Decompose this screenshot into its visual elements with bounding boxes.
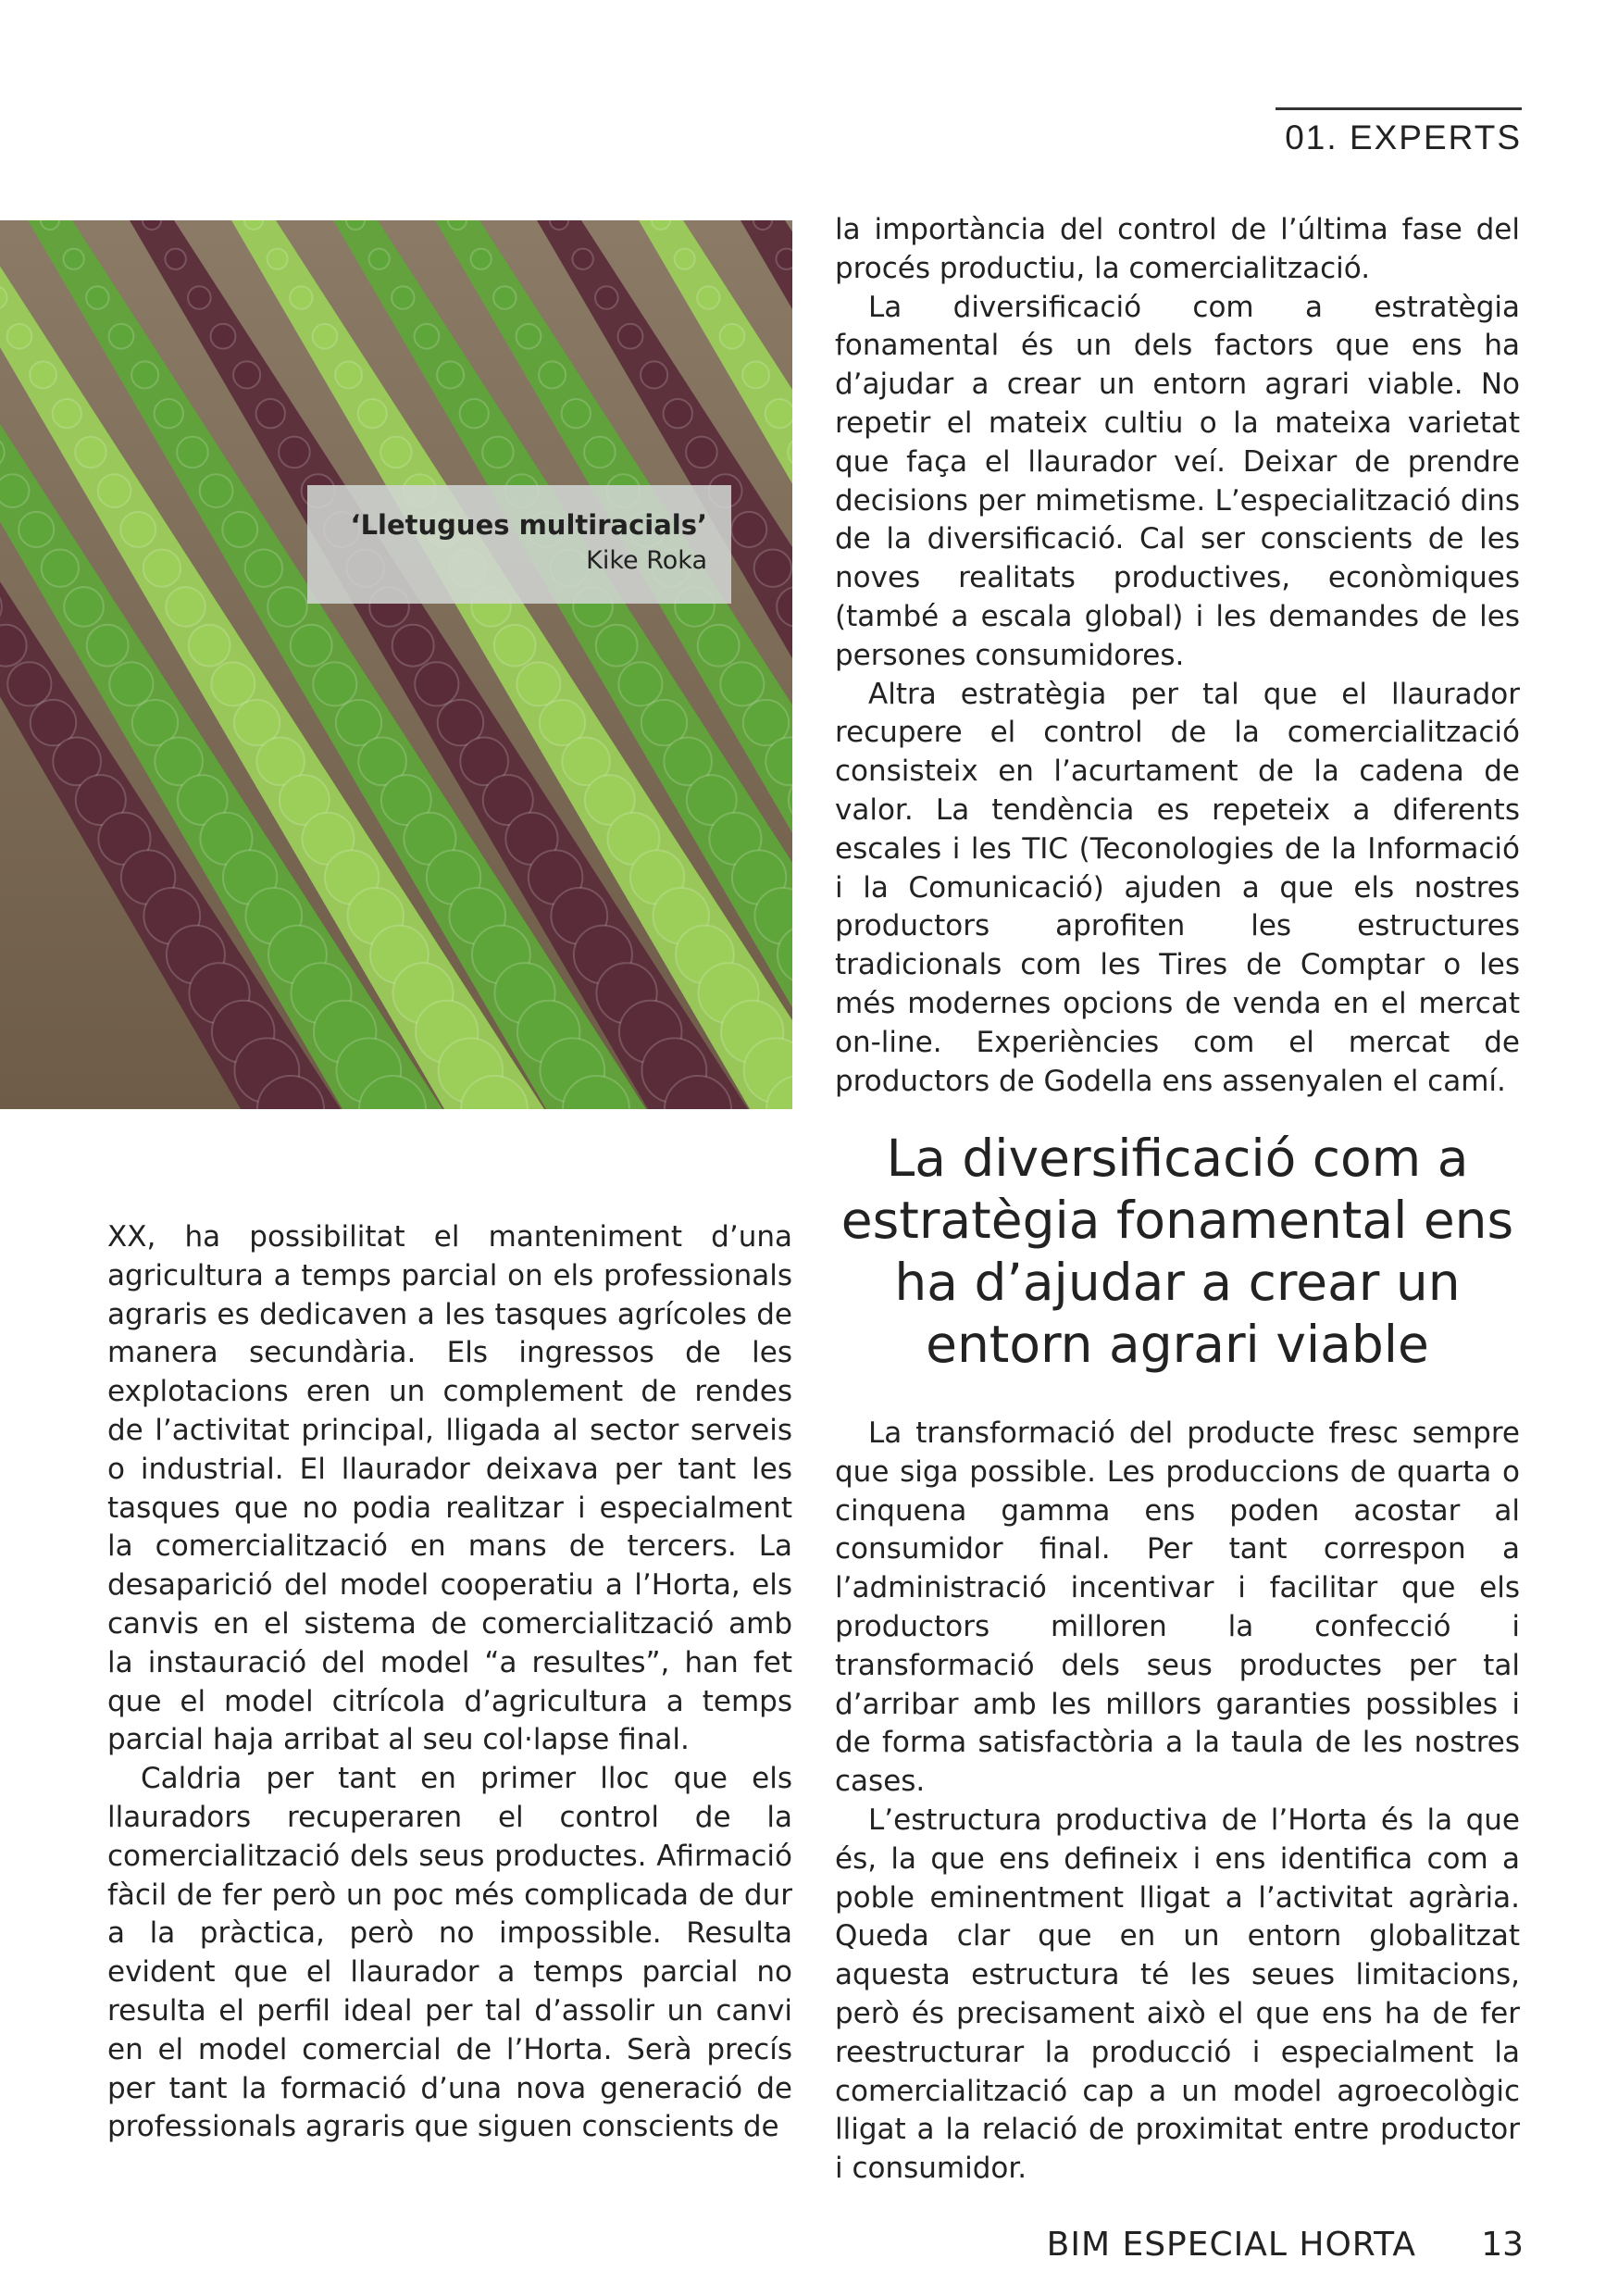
paragraph: la importància del control de l’última fase del procés productiu, la comercialització. xyxy=(835,213,1520,285)
photo-caption xyxy=(307,485,731,604)
article-column-left xyxy=(107,1218,792,2147)
pull-quote: La diversificació com a estratègia fonamental ens ha d’ajudar a crear un entorn agrari viable xyxy=(840,1129,1514,1374)
article-column-right-top xyxy=(835,211,1520,1101)
paragraph: Caldria per tant en primer lloc que els llauradors recuperaren el control de la comercialització dels seus productes. Afirmació fàcil de fer però un poc més complicada de dur a la pràctica, però no impossible. Resulta evident que el llaurador a temps parcial no resulta el perfil ideal per tal d’assolir un canvi en el model comercial de l’Horta. Serà precís per tant la formació d’una nova generació de professionals agraris que siguen conscients de xyxy=(107,1762,792,2144)
paragraph: La transformació del producte fresc sempre que siga possible. Les produccions de quarta o cinquena gamma ens poden acostar al consumidor final. Per tant correspon a l’administració incentivar i facilitar que els productors milloren la confecció i transformació dels seus productes per tal d’arribar amb les millors garanties possibles i de forma satisfactòria a la taula de les nostres cases. xyxy=(835,1416,1520,1799)
lettuce-field-illustration xyxy=(0,220,792,1109)
caption-credit: Kike Roka xyxy=(586,546,707,575)
footer-publication-title: BIM ESPECIAL HORTA xyxy=(1046,2226,1416,2264)
paragraph: XX, ha possibilitat el manteniment d’una agricultura a temps parcial on els professionals agraris es dedicaven a les tasques agrícoles de manera secundària. Els ingressos de les explotacions eren un complement de rendes de l’activitat principal, lligada al sector serveis o industrial. El llaurador deixava per tant les tasques que no podia realitzar i especialment la comercialització en mans de tercers. La desaparició del model cooperatiu a l’Horta, els canvis en el sistema de comercialització amb la instauració del model “a resultes”, han fet que el model citrícola d’agricultura a temps parcial haja arribat al seu col·lapse final. xyxy=(107,1220,792,1757)
header-rule xyxy=(1276,107,1522,110)
paragraph: La diversificació com a estratègia fonamental és un dels factors que ens ha d’ajudar a crear un entorn agrari viable. No repetir el mateix cultiu o la mateixa varietat que faça el llaurador veí. Deixar de prendre decisions per mimetisme. L’especialització dins de la diversificació. Cal ser conscients de les noves realitats productives, econòmiques (també a escala global) i les demandes de les persones consumidores. xyxy=(835,290,1520,672)
paragraph: L’estructura productiva de l’Horta és la que és, la que ens defineix i ens identifica com a poble eminentment lligat a l’activitat agrària. Queda clar que en un entorn globalitzat aquesta estructura té les seues limitacions, però és precisament això el que ens ha de fer reestructurar la producció i especialment la comercialització cap a un model agroecològic lligat a la relació de proximitat entre productor i consumidor. xyxy=(835,1803,1520,2186)
article-column-right-bottom xyxy=(835,1415,1520,2189)
lettuce-field-photo xyxy=(0,220,792,1109)
paragraph: Altra estratègia per tal que el llaurador recupere el control de la comercialització consisteix en l’acurtament de la cadena de valor. La tendència es repeteix a diferents escales i les TIC (Teconologies de la Informació i la Comunicació) ajuden a que els nostres productors aprofiten les estructures tradicionals com les Tires de Comptar o les més modernes opcions de venda en el mercat on-line. Experiències com el mercat de productors de Godella ens assenyalen el camí. xyxy=(835,677,1520,1098)
section-label: 01. EXPERTS xyxy=(1285,119,1522,156)
caption-title: ‘Lletugues multiracials’ xyxy=(350,509,707,541)
page-number: 13 xyxy=(1481,2226,1524,2264)
